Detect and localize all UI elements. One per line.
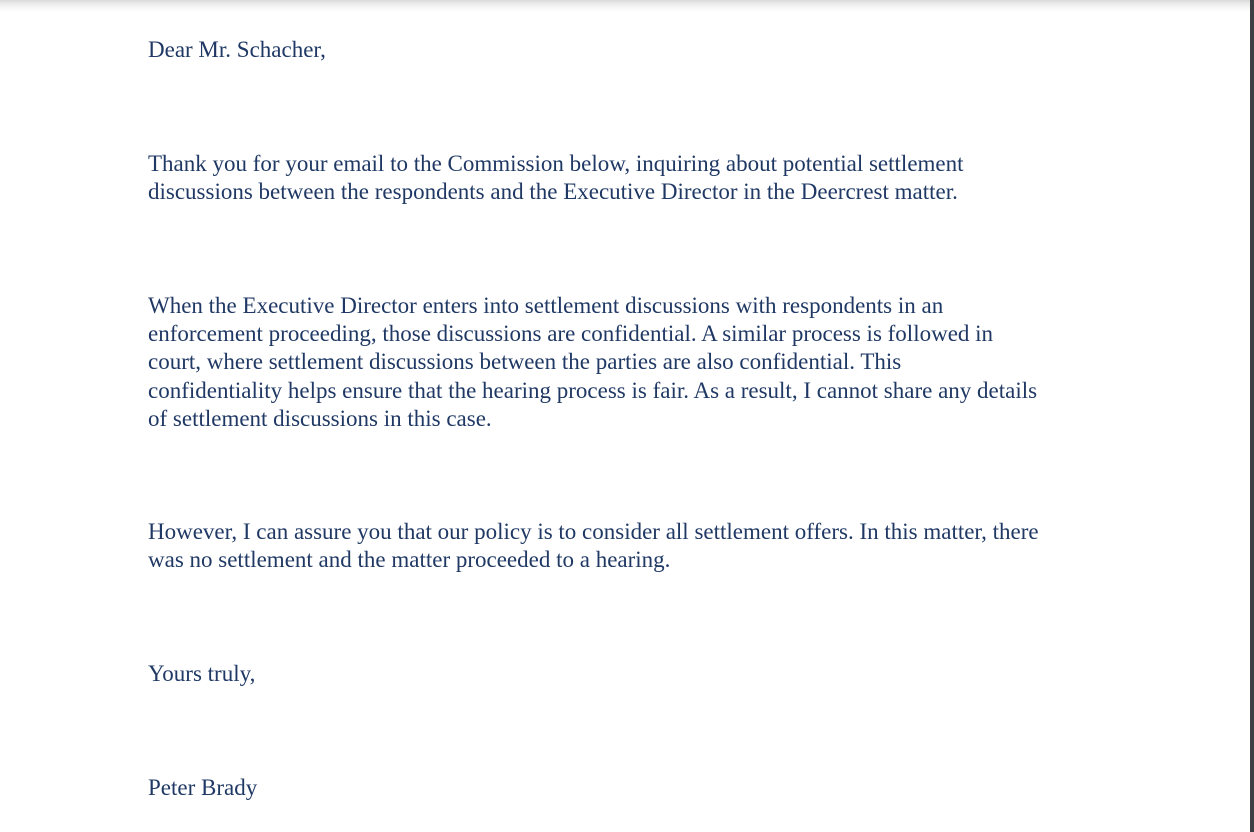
letter-paragraph-1 (148, 150, 964, 206)
paragraph-line: When the Executive Director enters into settlement discussions with respondents in an (148, 293, 944, 318)
letter-paragraph-2 (148, 292, 1037, 433)
paragraph-line: discussions between the respondents and the Executive Director in the Deercrest matter. (148, 179, 958, 205)
window-right-edge (1250, 0, 1254, 832)
paragraph-line: However, I can assure you that our policy is to consider all settlement offers. In this matter, there (148, 519, 1039, 544)
letter-salutation: Dear Mr. Schacher, (148, 37, 326, 62)
paragraph-line: court, where settlement discussions between the parties are also confidential. This (148, 349, 902, 375)
paragraph-line: Thank you for your email to the Commission below, inquiring about potential settlement (148, 151, 964, 176)
letter-paragraph-3 (148, 518, 1039, 574)
paragraph-line: confidentiality helps ensure that the hearing process is fair. As a result, I cannot share any details (148, 377, 1038, 403)
paragraph-line: was no settlement and the matter proceeded to a hearing. (148, 547, 671, 573)
letter-closing: Yours truly, (148, 661, 256, 686)
letter-signature: Peter Brady (148, 775, 258, 800)
paragraph-line: enforcement proceeding, those discussions are confidential. A similar process is followed in (148, 321, 994, 347)
paragraph-line: of settlement discussions in this case. (148, 405, 492, 431)
